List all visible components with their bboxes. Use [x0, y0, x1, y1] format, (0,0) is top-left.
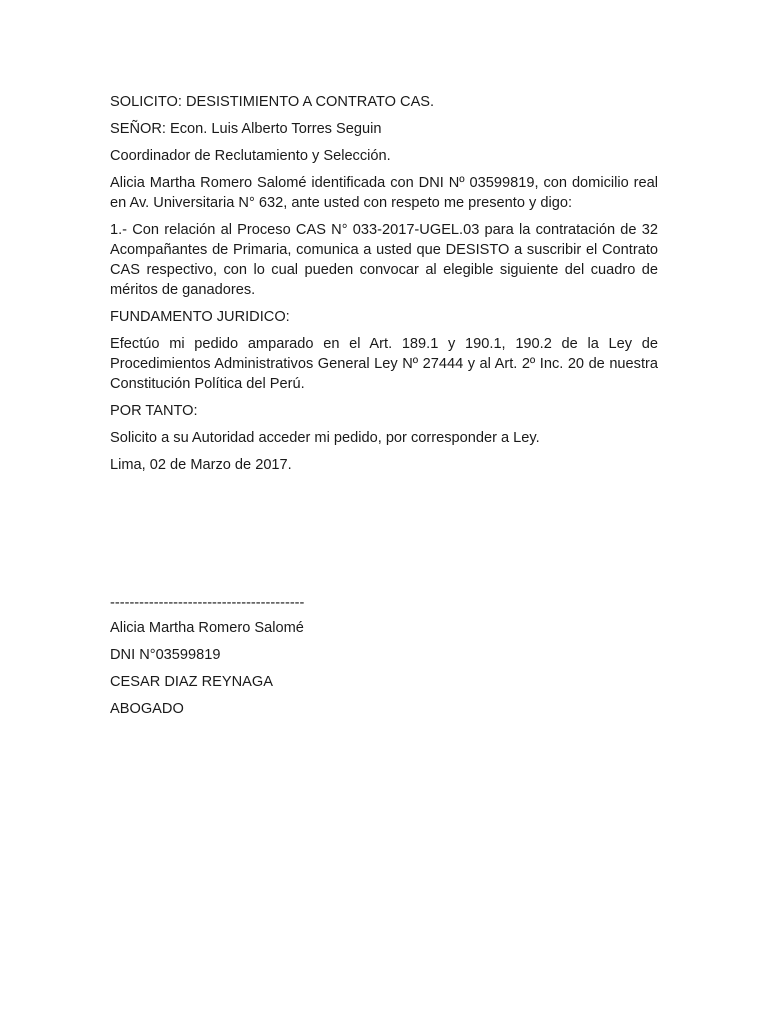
lawyer-name: CESAR DIAZ REYNAGA: [110, 674, 273, 690]
closing-heading: POR TANTO:: [110, 403, 198, 419]
signer-dni: DNI N°03599819: [110, 647, 221, 663]
closing-paragraph: Solicito a su Autoridad acceder mi pedido, por corresponder a Ley.: [110, 430, 540, 446]
signature-line: ----------------------------------------: [110, 595, 305, 611]
addressee-line: SEÑOR: Econ. Luis Alberto Torres Seguin: [110, 121, 382, 137]
legal-heading: FUNDAMENTO JURIDICO:: [110, 309, 290, 325]
subject-line: SOLICITO: DESISTIMIENTO A CONTRATO CAS.: [110, 94, 435, 110]
lawyer-title: ABOGADO: [110, 701, 184, 717]
document-page: [110, 92, 658, 726]
addressee-role: Coordinador de Reclutamiento y Selección.: [110, 148, 391, 164]
legal-paragraph: Efectúo mi pedido amparado en el Art. 189.1 y 190.1, 190.2 de la Ley de Procedimientos Administrativos General Ley Nº 27444 y al Art. 2º Inc. 20 de nuestra Constitución Política del Perú.: [110, 336, 658, 392]
signature-space: [110, 482, 658, 593]
intro-paragraph: Alicia Martha Romero Salomé identificada con DNI Nº 03599819, con domicilio real en Av. Universitaria N° 632, ante usted con respeto me presento y digo:: [110, 175, 658, 211]
point-1-paragraph: 1.- Con relación al Proceso CAS N° 033-2017-UGEL.03 para la contratación de 32 Acompañantes de Primaria, comunica a usted que DESISTO a suscribir el Contrato CAS respectivo, con lo cual pueden convocar al elegible siguiente del cuadro de méritos de ganadores.: [110, 222, 658, 298]
signer-name: Alicia Martha Romero Salomé: [110, 620, 304, 636]
place-date: Lima, 02 de Marzo de 2017.: [110, 457, 292, 473]
